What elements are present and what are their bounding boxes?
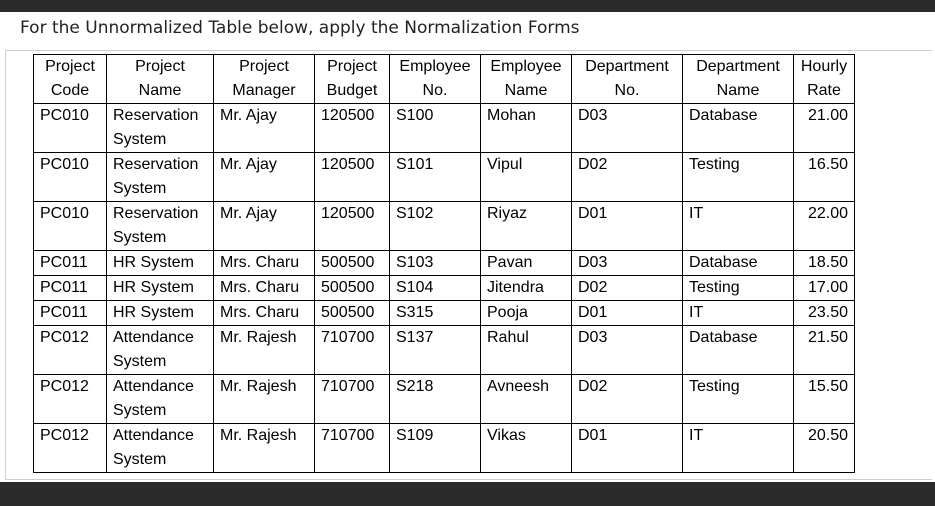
unnormalized-table [33,54,855,473]
cell-hourly-rate: 22.00 [794,202,855,251]
cell-employee-no: S102 [390,202,481,251]
cell-project-name: Reservation System [107,202,214,251]
cell-department-no: D02 [572,276,683,301]
cell-project-name: Reservation System [107,104,214,153]
cell-employee-no: S100 [390,104,481,153]
cell-department-name: Testing [683,153,794,202]
cell-project-code: PC012 [34,326,107,375]
cell-project-code: PC012 [34,375,107,424]
cell-department-no: D01 [572,202,683,251]
cell-project-manager: Mr. Rajesh [214,424,315,473]
table-row [34,424,855,473]
header-project-name: Project Name [107,55,214,104]
cell-project-manager: Mrs. Charu [214,276,315,301]
cell-department-no: D03 [572,326,683,375]
cell-project-manager: Mrs. Charu [214,251,315,276]
cell-department-no: D03 [572,104,683,153]
cell-project-name: Attendance System [107,424,214,473]
header-department-no: Department No. [572,55,683,104]
cell-project-code: PC010 [34,202,107,251]
cell-employee-name: Jitendra [481,276,572,301]
header-project-manager: Project Manager [214,55,315,104]
cell-project-code: PC011 [34,251,107,276]
table-row [34,375,855,424]
cell-project-budget: 120500 [315,104,390,153]
cell-employee-name: Vikas [481,424,572,473]
cell-department-no: D01 [572,301,683,326]
cell-project-manager: Mr. Ajay [214,202,315,251]
cell-employee-no: S218 [390,375,481,424]
cell-project-budget: 500500 [315,301,390,326]
cell-employee-name: Riyaz [481,202,572,251]
cell-hourly-rate: 17.00 [794,276,855,301]
cell-hourly-rate: 15.50 [794,375,855,424]
header-project-budget: Project Budget [315,55,390,104]
cell-project-name: HR System [107,301,214,326]
cell-project-name: HR System [107,251,214,276]
header-department-name: Department Name [683,55,794,104]
cell-project-code: PC011 [34,276,107,301]
cell-employee-name: Rahul [481,326,572,375]
cell-project-code: PC010 [34,153,107,202]
cell-employee-no: S109 [390,424,481,473]
table-row [34,153,855,202]
cell-project-name: HR System [107,276,214,301]
cell-project-name: Attendance System [107,375,214,424]
cell-employee-name: Avneesh [481,375,572,424]
header-project-code: Project Code [34,55,107,104]
cell-hourly-rate: 18.50 [794,251,855,276]
table-row [34,104,855,153]
cell-project-manager: Mr. Ajay [214,104,315,153]
cell-department-name: Database [683,251,794,276]
cell-employee-no: S315 [390,301,481,326]
cell-project-code: PC011 [34,301,107,326]
cell-project-budget: 500500 [315,251,390,276]
table-row [34,301,855,326]
table-row [34,276,855,301]
cell-hourly-rate: 16.50 [794,153,855,202]
cell-department-no: D02 [572,153,683,202]
cell-project-manager: Mr. Rajesh [214,326,315,375]
cell-project-budget: 710700 [315,326,390,375]
header-employee-no: Employee No. [390,55,481,104]
cell-employee-name: Mohan [481,104,572,153]
table-row [34,251,855,276]
cell-department-no: D01 [572,424,683,473]
table-row [34,202,855,251]
cell-employee-no: S101 [390,153,481,202]
cell-department-name: Database [683,326,794,375]
cell-employee-name: Pavan [481,251,572,276]
cell-hourly-rate: 21.50 [794,326,855,375]
cell-project-manager: Mr. Ajay [214,153,315,202]
cell-employee-no: S137 [390,326,481,375]
cell-project-manager: Mrs. Charu [214,301,315,326]
cell-project-name: Reservation System [107,153,214,202]
cell-department-name: IT [683,301,794,326]
cell-project-name: Attendance System [107,326,214,375]
cell-hourly-rate: 23.50 [794,301,855,326]
cell-department-no: D03 [572,251,683,276]
cell-project-code: PC012 [34,424,107,473]
cell-hourly-rate: 21.00 [794,104,855,153]
cell-department-name: Testing [683,276,794,301]
cell-department-name: Database [683,104,794,153]
table-header-row [34,55,855,104]
header-hourly-rate: Hourly Rate [794,55,855,104]
cell-hourly-rate: 20.50 [794,424,855,473]
table-row [34,326,855,375]
cell-project-budget: 120500 [315,153,390,202]
cell-project-budget: 120500 [315,202,390,251]
cell-project-budget: 710700 [315,375,390,424]
header-employee-name: Employee Name [481,55,572,104]
cell-project-manager: Mr. Rajesh [214,375,315,424]
cell-department-name: Testing [683,375,794,424]
cell-project-budget: 710700 [315,424,390,473]
cell-employee-name: Pooja [481,301,572,326]
cell-project-code: PC010 [34,104,107,153]
cell-department-name: IT [683,202,794,251]
cell-project-budget: 500500 [315,276,390,301]
cell-employee-no: S104 [390,276,481,301]
cell-department-name: IT [683,424,794,473]
cell-employee-no: S103 [390,251,481,276]
cell-department-no: D02 [572,375,683,424]
content-panel [0,12,935,482]
page-title: For the Unnormalized Table below, apply the Normalization Forms [20,18,580,38]
cell-employee-name: Vipul [481,153,572,202]
